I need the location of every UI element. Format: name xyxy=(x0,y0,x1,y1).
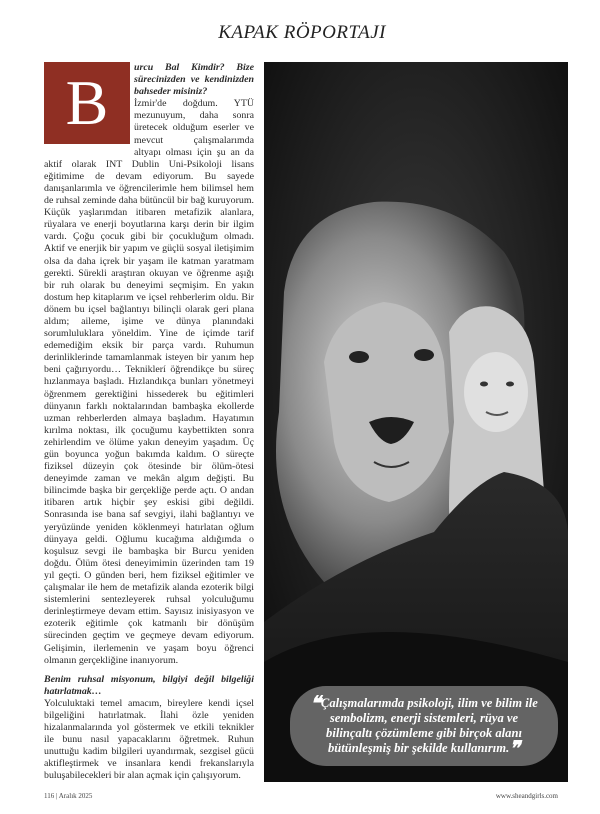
question-1: urcu Bal Kimdir? Bize sürecinizden ve kendinizden bahseder misiniz? xyxy=(134,62,254,98)
answer-1: İzmir'de doğdum. YTÜ mezunuyum, daha sonra üretecek olduğum eserler ve mevcut çalışmalarımda altyapı olması için şu an da aktif olarak INT Dublin Uni-Psikoloji lisans eğitimime de devam ediyorum. Bu sayede danışanlarımla ve öğrencilerimle hem bilimsel hem de ruhsal zeminde daha bütüncül bir bağ kuruyorum. Küçük yaşlarımdan itibaren metafizik alanlara, rüyalara ve enerji boyutlarına karşı derin bir ilgim vardı. Çoğu çocuk gibi bir çocukluğum olmadı. Aktif ve enerjik bir yapım ve güçlü sosyal iletişimim olsa da daha içrek bir yaşam ile katman yaratmam gerekti. Sürekli araştıran okuyan ve öğrenme aşığı bir ruh olarak bu deneyimi seçmişim. En yakın dostum hep kitaplarım ve içsel rehberlerim oldu. Bir dönem bu içsel bağlantıyı bilinçli olarak geri plana aldım; aileme, işime ve dünya planındaki sorumluluklara yöneldim. Yine de içimde tarif edemediğim eksik bir parça vardı. Ruhumun derinliklerinde tamamlanmak isteyen bir yanım hep beni çağırıyordu… Tekniklerí öğrendikçe bu süreç hızlanmaya başladı. Hızlandıkça bunları yönetmeyi öğrenmem gerektiğini hissederek bu eğitimleri dünyanın farklı noktalarından bambaşka ekollerde uzman rehberlerden almaya başladım. Hayatımın kırılma noktası, ilk çocuğumu kaybettikten sonra zehirlendim ve ölüme yakın deneyim yaşadım. Üç gün boyunca yoğun bakımda kaldım. O süreçte fiziksel düzeyin çok ötesinde bir ölüm-ötesi deneyimde zaman ve mekân algım değişti. Bu bilincimde başka bir gerçekliğe perde açtı. O andan itibaren artık hiçbir şey eskisi gibi değildi. Sonrasında ise bana saf sevgiyi, ilahi bağlantıyı ve yeryüzünde yeniden köklenmeyi hatırlatan oğlum dünyaya geldi. Oğlumu kucağıma aldığımda o koşulsuz sevgi ile bambaşka bir Burcu yeniden doğdu. Ölüm ötesi deneyimimin üzerinden tam 19 yıl geçti. O günden beri, hem fiziksel eğitimler ve çalışmalar ile hem de metafizik alanda ezoterik bilgi sistemlerini sentezleyerek ruhsal yolculuğumu derinleştirmeye devam ettim. Sayısız inisiyasyon ve ezoterik eğitimle çok katmanlı bir dönüşüm sürecinden geçtim ve geçmeye devam ediyorum. Gelişimin, ilerlemenin ve yaşam boyu öğrenci olmanın gerçekliğine inanıyorum. xyxy=(44,98,254,666)
page-number: 116 | Aralık 2025 xyxy=(44,792,93,800)
drop-cap: B xyxy=(44,62,130,144)
question-2: Benim ruhsal misyonum, bilgiyi değil bilgeliği hatırlatmak… xyxy=(44,673,254,697)
open-quote-icon: ❝ xyxy=(310,693,321,715)
close-quote-icon: ❞ xyxy=(509,738,521,760)
article-column xyxy=(44,62,254,783)
section-title: KAPAK RÖPORTAJI xyxy=(218,22,386,43)
lion-and-woman-image xyxy=(264,62,568,782)
answer-2: Yolculuktaki temel amacım, bireylere kendi içsel bilgeliğini hatırlatmak. İlahi özle yeniden hizalanmalarında yol göstermek ve etkili teknikler ile bunu nasıl yapacaklarını öğretmek. Ruhun unuttuğu kadim bilgileri uyandırmak, sezgisel gücü aktifleştirmek ve insanlara kendi frekanslarıyla buluşabilecekleri bir alan açmak için çalışıyorum. xyxy=(44,697,254,782)
pull-quote-text: Çalışmalarımda psikoloji, ilim ve bilim ile sembolizm, enerji sistemleri, rüya ve bilinçaltı çözümleme gibi birçok alanı bütünleşmiş bir şekilde kullanırım. xyxy=(320,696,538,755)
dropcap-spacer xyxy=(44,62,134,148)
pull-quote xyxy=(290,686,558,766)
cover-photo xyxy=(264,62,568,782)
website-link[interactable]: www.sheandgirls.com xyxy=(495,792,558,800)
